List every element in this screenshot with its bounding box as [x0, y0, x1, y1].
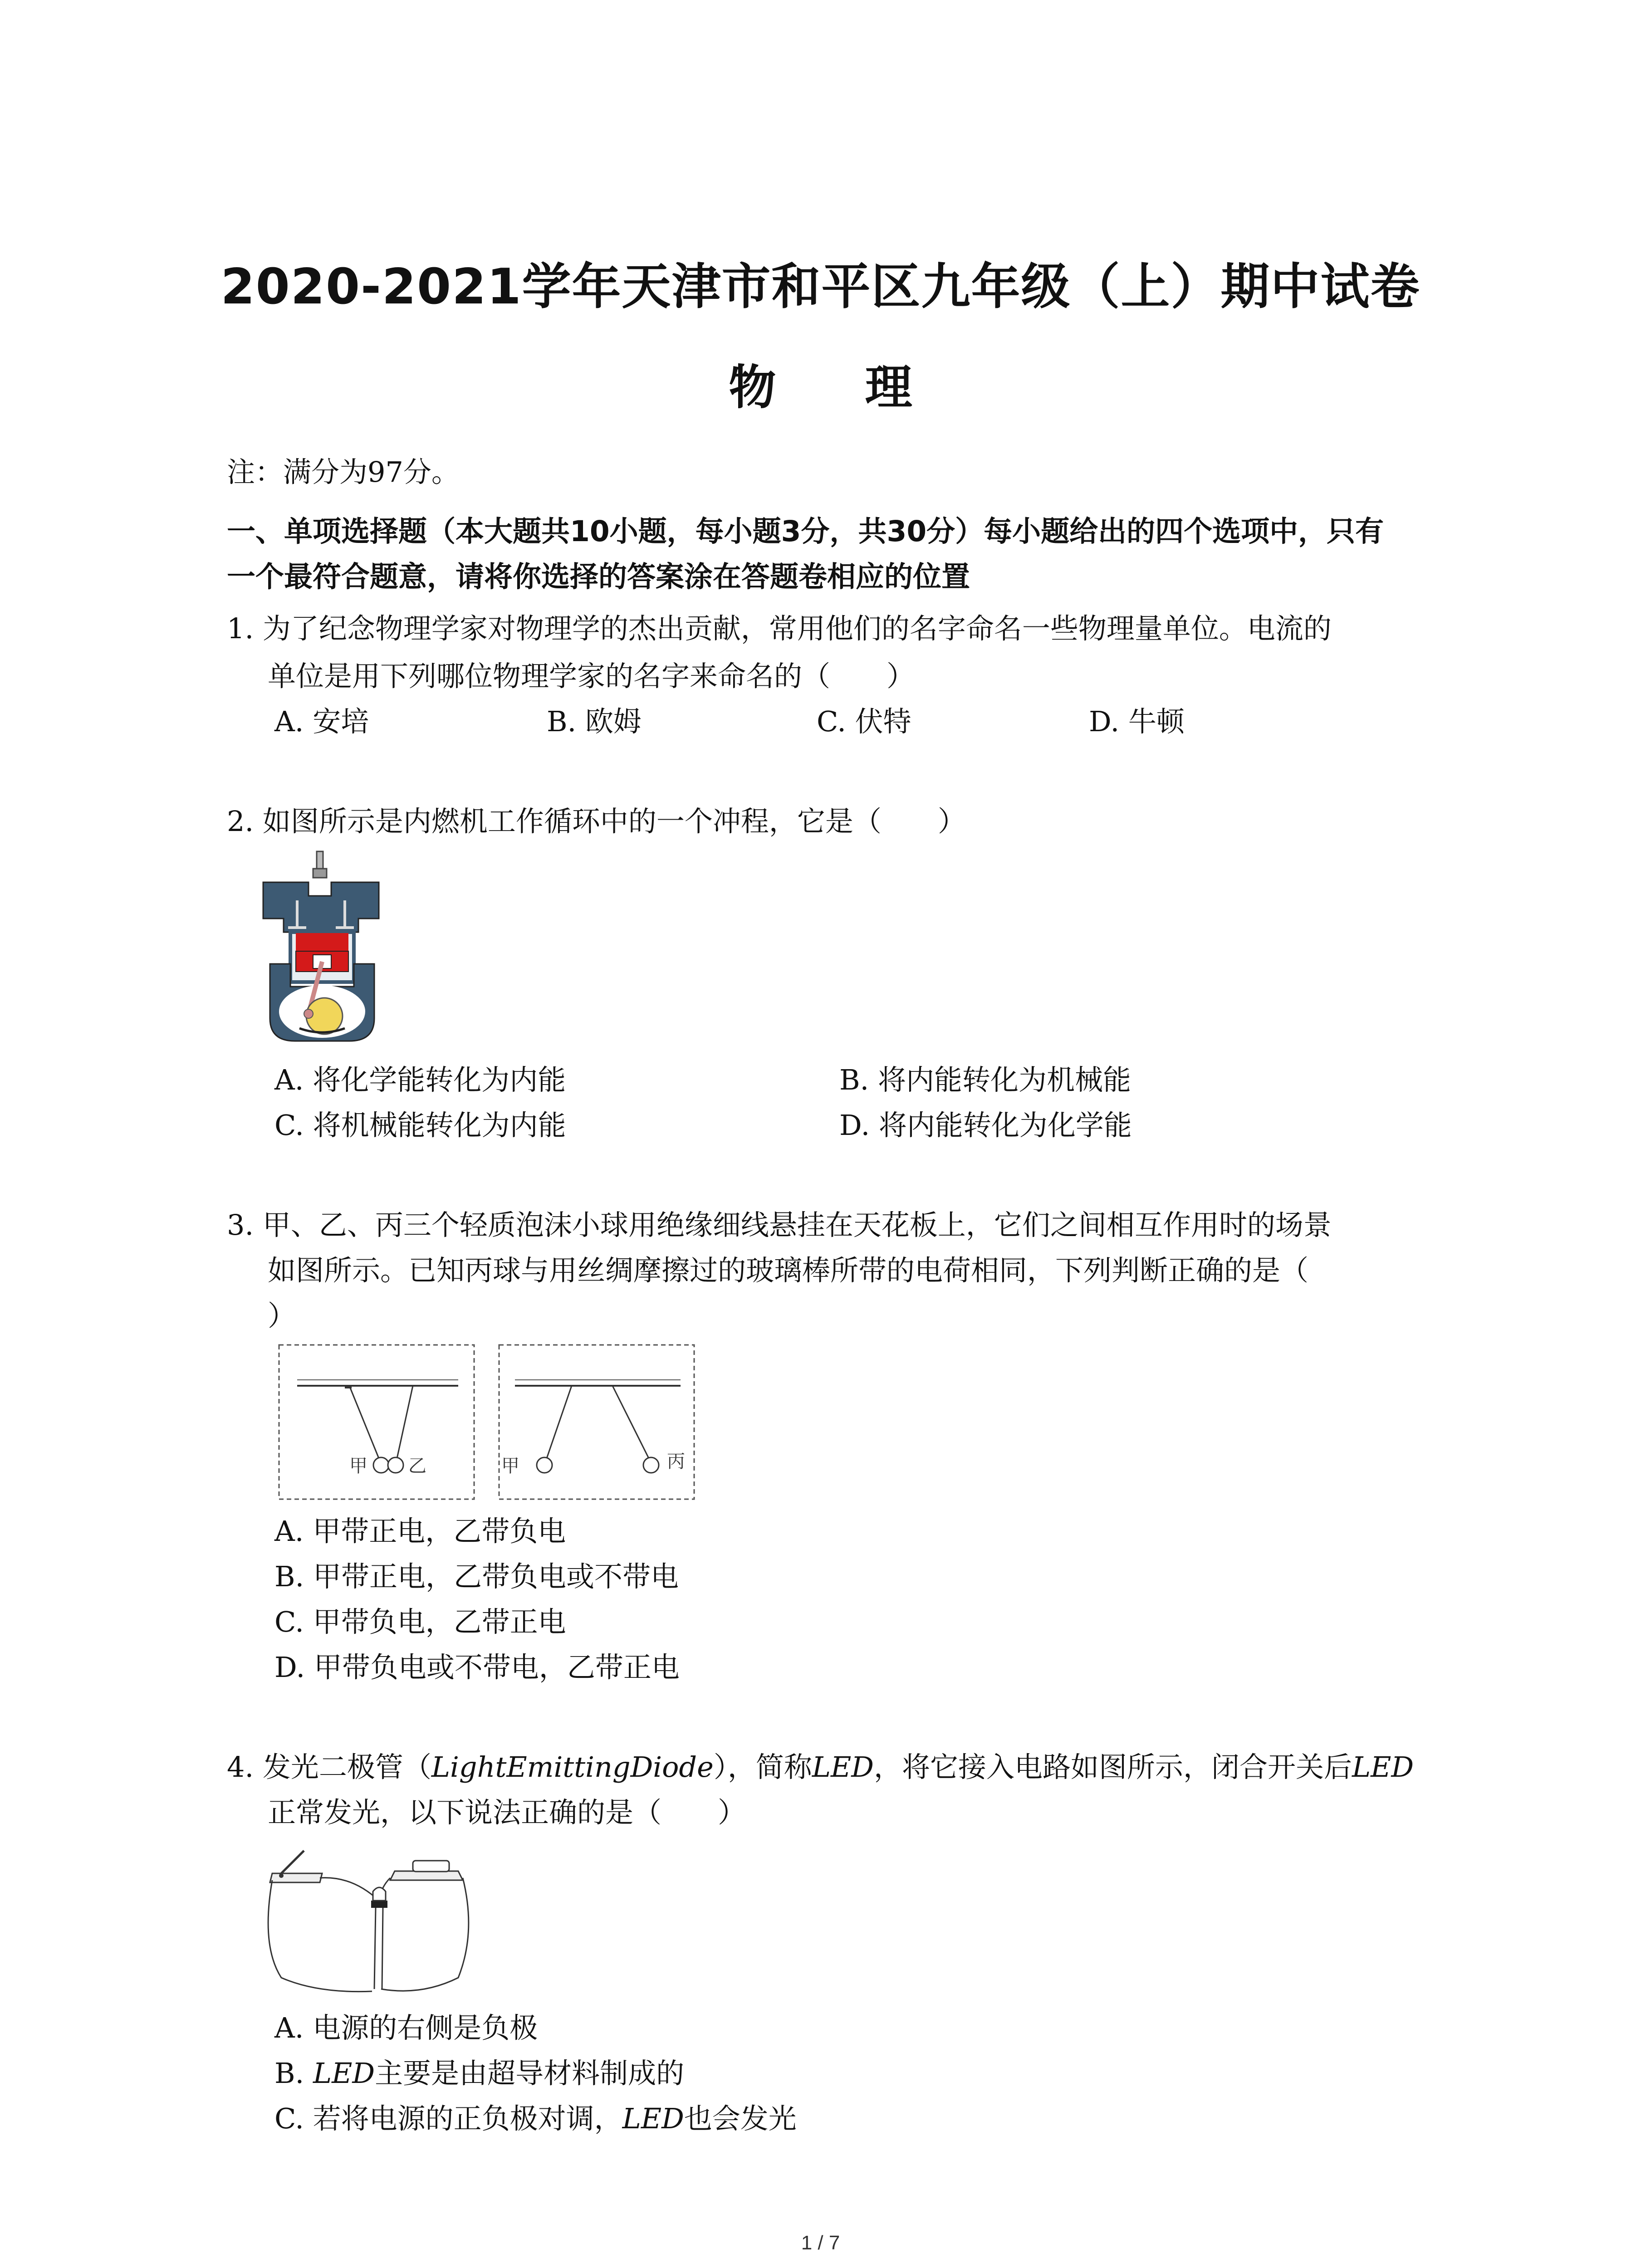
q4-led-abbrev-1: LED — [812, 1750, 874, 1784]
label-jia-right: 甲 — [501, 1456, 519, 1476]
q1-option-a: A. 安培 — [274, 705, 369, 738]
q4-led-abbrev-2: LED — [1352, 1750, 1414, 1784]
score-note: 注：满分为97分。 — [227, 455, 460, 489]
q2-option-b: B. 将内能转化为机械能 — [839, 1063, 1131, 1096]
q3-stem-line3: ） — [268, 1299, 296, 1332]
q4-option-b-text: 主要是由超导材料制成的 — [375, 2057, 685, 2090]
q4-option-c-led: LED — [622, 2102, 684, 2135]
subject-title: 物 理 — [729, 360, 949, 415]
exam-title: 2020-2021学年天津市和平区九年级（上）期中试卷 — [220, 259, 1421, 315]
q1-option-c: C. 伏特 — [817, 705, 911, 738]
q4-option-b-prefix: B. — [274, 2057, 313, 2090]
label-bing: 丙 — [667, 1451, 685, 1472]
q3-stem-line2: 如图所示。已知丙球与用丝绸摩擦过的玻璃棒所带的电荷相同，下列判断正确的是（ — [268, 1254, 1309, 1287]
q1-option-b: B. 欧姆 — [547, 705, 642, 738]
q2-stem: 2. 如图所示是内燃机工作循环中的一个冲程，它是（ ） — [227, 805, 966, 838]
q3-option-b: B. 甲带正电，乙带负电或不带电 — [274, 1560, 679, 1593]
label-jia-left: 甲 — [349, 1456, 367, 1476]
q3-option-a: A. 甲带正电，乙带负电 — [274, 1515, 566, 1548]
q4-option-c-suffix: 也会发光 — [684, 2102, 797, 2135]
q1-stem-line1: 1. 为了纪念物理学家对物理学的杰出贡献，常用他们的名字命名一些物理量单位。电流的 — [227, 612, 1332, 645]
q4-stem-post: ，将它接入电路如图所示，闭合开关后 — [873, 1750, 1352, 1784]
led-circuit-figure — [263, 1833, 499, 2005]
q2-option-d: D. 将内能转化为化学能 — [839, 1109, 1132, 1142]
label-yi: 乙 — [408, 1456, 426, 1476]
q4-stem-mid: ），简称 — [713, 1750, 812, 1784]
q1-stem-line2: 单位是用下列哪位物理学家的名字来命名的（ ） — [268, 660, 915, 693]
q4-stem-line2: 正常发光，以下说法正确的是（ ） — [268, 1796, 746, 1829]
q2-option-a: A. 将化学能转化为内能 — [274, 1063, 566, 1096]
q4-led-fullname: LightEmittingDiode — [431, 1750, 714, 1784]
q4-option-a: A. 电源的右侧是负极 — [274, 2011, 538, 2044]
q4-option-b-led: LED — [313, 2057, 375, 2090]
section-heading-line2: 一个最符合题意，请将你选择的答案涂在答题卷相应的位置 — [227, 560, 970, 593]
q4-stem-pre: 4. 发光二极管（ — [227, 1750, 431, 1784]
charged-balls-figure — [277, 1343, 712, 1501]
q3-option-c: C. 甲带负电，乙带正电 — [274, 1605, 566, 1638]
q1-option-d: D. 牛顿 — [1089, 705, 1185, 738]
engine-stroke-figure — [254, 850, 390, 1046]
q3-option-d: D. 甲带负电或不带电，乙带正电 — [274, 1651, 680, 1684]
q4-option-c — [274, 2102, 797, 2135]
q4-option-b — [274, 2057, 685, 2090]
q4-stem-line1 — [227, 1750, 1414, 1784]
q2-option-c: C. 将机械能转化为内能 — [274, 1109, 566, 1142]
q4-option-c-text: C. 若将电源的正负极对调， — [274, 2102, 622, 2135]
q3-stem-line1: 3. 甲、乙、丙三个轻质泡沫小球用绝缘细线悬挂在天花板上，它们之间相互作用时的场景 — [227, 1208, 1332, 1242]
page-number: 1 / 7 — [801, 2232, 840, 2254]
section-heading-line1: 一、单项选择题（本大题共10小题，每小题3分，共30分）每小题给出的四个选项中，只有 — [227, 515, 1384, 548]
